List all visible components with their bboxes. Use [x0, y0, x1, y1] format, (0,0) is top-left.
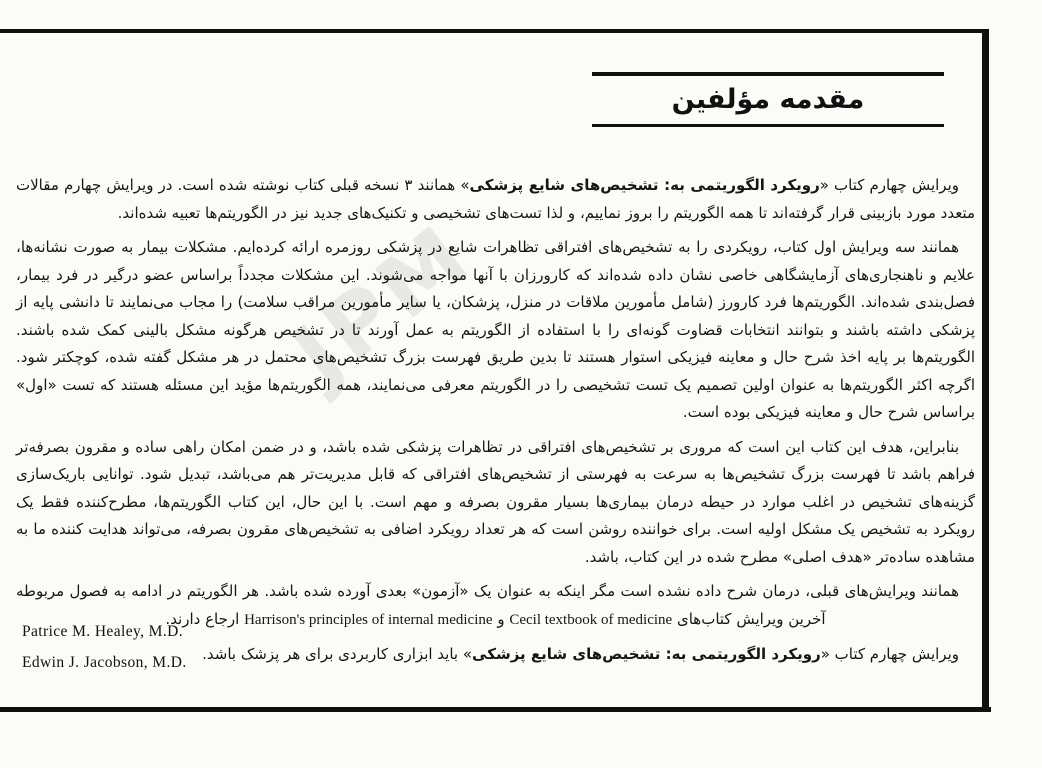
title-rule-bottom	[592, 124, 944, 127]
title-rule-top	[592, 72, 944, 76]
paragraph: ویرایش چهارم کتاب «رویکرد الگوریتمی به: تشخیص‌های شایع پزشکی» باید ابزاری کاربردی برای هر پزشک باشد.	[202, 645, 959, 663]
title-block	[592, 72, 944, 127]
paragraph: بنابراین، هدف این کتاب این است که مروری بر تشخیص‌های افتراقی در تظاهرات پزشکی شده باشد، و در ضمن امکان راهی ساده و مقرون بصرفه‌تر فراهم باشد تا فهرست بزرگ تشخیص‌ها به سرعت به فهرستی از تشخیص‌های افتراقی که قابل مدیریت‌تر هم می‌باشد، تبدیل شود. توانایی باریک‌سازی گزینه‌های تشخیص در اغلب موارد در حیطه درمان بیماری‌ها بسیار مقرون بصرفه و مهم است. با این حال، این کتاب الگوریتم‌ها، مطرح‌کننده فقط یک رویکرد به تشخیص یک مشکل اولیه است. برای خواننده روشن است که هر تعداد رویکرد اضافی به تشخیص‌های مقرون بصرفه، می‌تواند هدایت کننده ما به مشاهده ساده‌تر «هدف اصلی» مطرح شده در این کتاب، باشد.	[16, 437, 975, 566]
frame-right-line	[982, 29, 989, 712]
author-name: Patrice M. Healey, M.D.	[22, 623, 183, 640]
watermark: JPM	[275, 204, 492, 405]
frame-top-line	[0, 29, 988, 33]
paragraph: ویرایش چهارم کتاب «رویکرد الگوریتمی به: تشخیص‌های شایع پزشکی» همانند ۳ نسخه قبلی کتاب نوشته شده است. در ویرایش چهارم مقالات متعدد مورد بازبینی قرار گرفته‌اند تا همه الگوریتم را بروز نماییم، و لذا تست‌های تشخیصی و تکنیک‌های جدید نیز در الگوریتم‌ها تعبیه شده‌اند.	[16, 176, 975, 222]
author-name: Edwin J. Jacobson, M.D.	[22, 654, 187, 671]
page-title: مقدمه مؤلفین	[671, 84, 865, 115]
body-text	[16, 172, 975, 676]
authors-block	[22, 616, 187, 678]
paragraph: همانند ویرایش‌های قبلی، درمان شرح داده نشده است مگر اینکه به عنوان یک «آزمون» بعدی آورده شده باشد. هر الگوریتم در ادامه به فصول مربوطه آخرین ویرایش کتاب‌های Cecil textbook of medicine و Harrison's principles of internal medicine ارجاع دارند.	[16, 582, 959, 628]
frame-bottom-line	[0, 707, 991, 712]
paragraph: همانند سه ویرایش اول کتاب، رویکردی را به تشخیص‌های افتراقی تظاهرات شایع در پزشکی روزمره ارائه کرده‌ایم. مشکلات بیمار به صورت نشانه‌ها، علایم و ناهنجاری‌های آزمایشگاهی خاصی نشان داده شده‌اند که کارورزان با آنها مواجه می‌شوند. این مشکلات مجدداً براساس عضو درگیر در فرد بیمار، فصل‌بندی شده‌اند. الگوریتم‌ها فرد کارورز (شامل مأمورین ملاقات در منزل، پزشکان، یا سایر مأمورین مراقب سلامت) را مجاب می‌نمایند تا دانشی پایه از پزشکی داشته باشند و بتوانند انتخابات قضاوت گونه‌ای را با استفاده از الگوریتم به عمل آورند تا در تشخیص هرگونه مشکل بالینی کمک شده باشند. الگوریتم‌ها بر پایه اخذ شرح حال و معاینه فیزیکی استوار هستند تا بدین طریق فهرست بزرگ تشخیص‌های محتمل در هر مشکل گفته شده، کوچکتر شود. اگرچه اکثر الگوریتم‌ها به عنوان اولین تصمیم یک تست تشخیصی را در الگوریتم معرفی می‌نمایند، همه الگوریتم‌ها مؤید این مسئله هستند که تست «اول» براساس شرح حال و معاینه فیزیکی بوده است.	[16, 238, 975, 421]
